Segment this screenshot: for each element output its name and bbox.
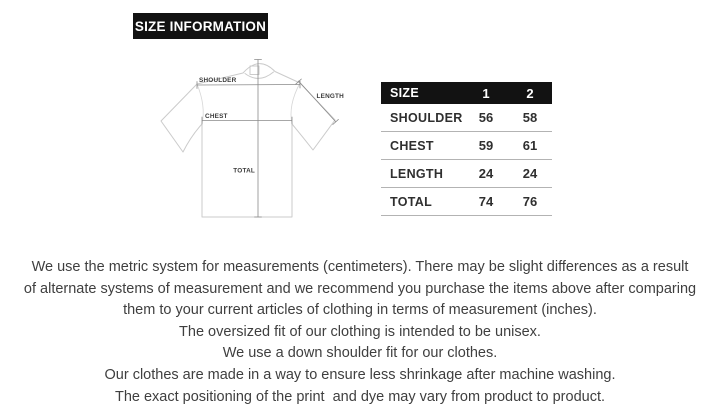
column-header-size: SIZE [390, 86, 419, 100]
row-label: TOTAL [390, 194, 433, 209]
table-row-total [381, 188, 552, 216]
total-dimension-line [255, 60, 262, 218]
notes-line: We use a down shoulder fit for our clothes. [222, 345, 498, 362]
notes-line: We use the metric system for measurements (centimeters). There may be slight differences as a result [31, 259, 689, 275]
column-header-2: 2 [526, 85, 534, 101]
row-label: SHOULDER [390, 110, 463, 125]
shoulder-label: SHOULDER [199, 77, 237, 85]
row-value-2: 61 [522, 138, 538, 153]
row-value-1: 59 [478, 138, 494, 153]
notes-line: Our clothes are made in a way to ensure less shrinkage after machine washing. [104, 366, 616, 383]
row-value-2: 24 [522, 166, 538, 181]
row-value-1: 56 [478, 110, 494, 125]
size-table [381, 82, 552, 216]
row-value-1: 24 [478, 166, 494, 181]
table-row-chest [381, 132, 552, 160]
row-label: CHEST [390, 138, 434, 153]
row-label: LENGTH [390, 166, 444, 181]
table-row-shoulder [381, 104, 552, 132]
row-value-1: 74 [478, 194, 494, 209]
badge-label: SIZE INFORMATION [134, 18, 267, 34]
size-information-badge [133, 13, 268, 39]
notes-line: of alternate systems of measurement and we recommend you purchase the items above after comparing [23, 280, 697, 297]
notes-line: The oversized fit of our clothing is intended to be unisex. [179, 323, 541, 340]
size-table-header-row [381, 82, 552, 104]
tshirt-outline [161, 64, 335, 217]
measurement-notes [0, 257, 720, 408]
length-label: LENGTH [316, 93, 344, 100]
column-header-1: 1 [482, 85, 490, 101]
row-value-2: 58 [522, 110, 538, 125]
table-row-length [381, 160, 552, 188]
tshirt-diagram-svg [145, 57, 365, 232]
tshirt-measurement-diagram [145, 57, 365, 232]
total-label: TOTAL [233, 167, 255, 175]
notes-line: them to your current articles of clothing in terms of measurement (inches). [123, 302, 597, 319]
row-value-2: 76 [522, 194, 538, 209]
notes-line: The exact positioning of the print and dye may vary from product to product. [114, 388, 606, 405]
chest-label: CHEST [205, 112, 228, 120]
